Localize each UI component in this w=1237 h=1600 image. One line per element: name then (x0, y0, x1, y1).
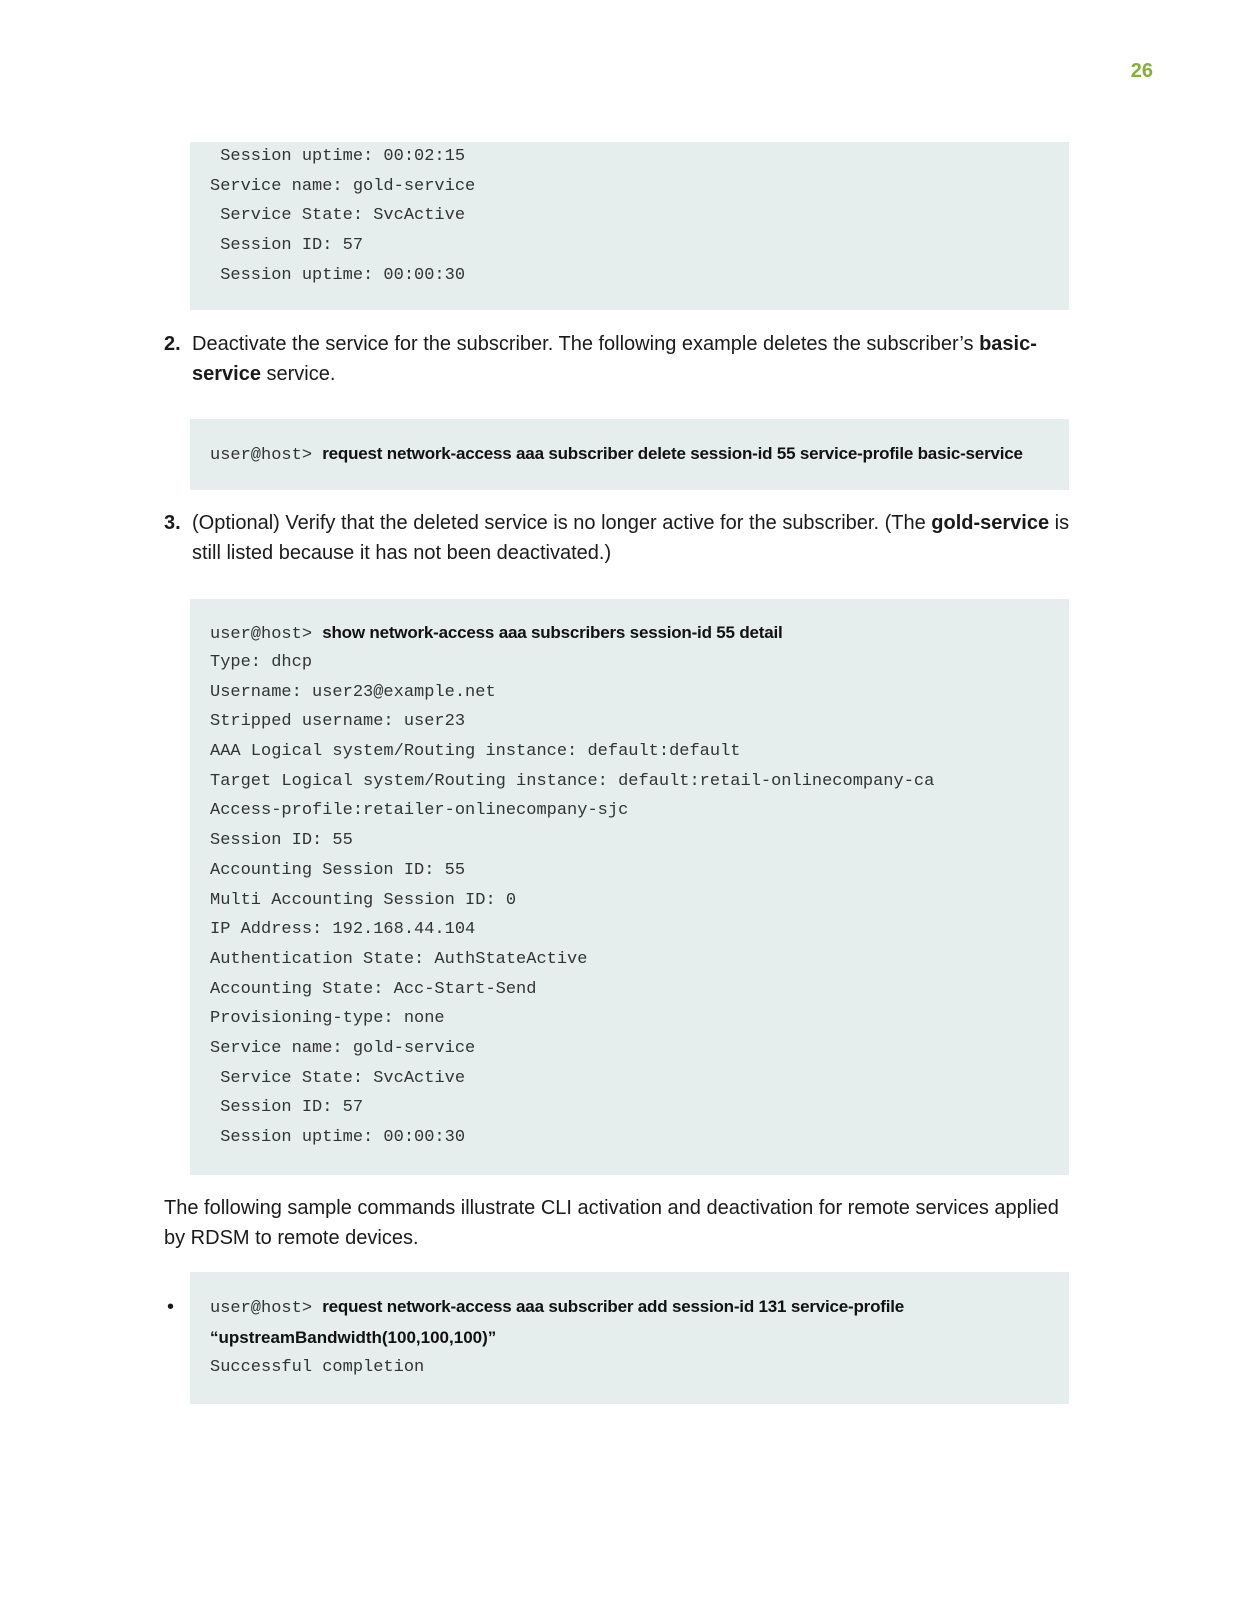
cli-prompt: user@host> (210, 446, 313, 465)
step-text-part: service. (260, 362, 336, 385)
code-line: Type: dhcp (210, 653, 313, 672)
cli-command-continuation: “upstreamBandwidth(100,100,100)” (210, 1328, 497, 1347)
page-number: 26 (1130, 60, 1153, 82)
code-line: Service State: SvcActive (210, 206, 466, 226)
code-line: IP Address: 192.168.44.104 (210, 920, 476, 940)
step-text (192, 509, 1074, 568)
code-line: Authentication State: AuthStateActive (210, 949, 588, 969)
step-2 (164, 330, 1074, 389)
step-number: 2. (164, 333, 181, 355)
code-line: Service name: gold-service (210, 1038, 476, 1058)
code-line: Service State: SvcActive (210, 1068, 466, 1088)
code-line: Access-profile:retailer-onlinecompany-sjc (210, 801, 629, 821)
code-block-add-service (190, 1272, 1069, 1404)
step-text-part: (Optional) Verify that the deleted service is no longer active for the subscriber. (The (192, 512, 932, 534)
step-text-bold: gold-service (931, 512, 1050, 534)
bullet-marker: • (167, 1296, 175, 1318)
cli-prompt: user@host> (210, 625, 313, 644)
code-block-show-subscriber (190, 599, 1069, 1175)
code-line: Multi Accounting Session ID: 0 (210, 890, 517, 910)
step-text-part: Deactivate the service for the subscriber. The following example deletes the subscriber’s (192, 333, 980, 355)
code-block-session-info (190, 142, 1069, 310)
step-text-bold: basic-service (192, 333, 1037, 385)
code-line: Session uptime: 00:00:30 (210, 265, 466, 285)
step-text-part: is still listed because it has not been deactivated.) (192, 512, 1070, 564)
code-line: Session ID: 57 (210, 1098, 364, 1118)
code-line: Stripped username: user23 (210, 712, 466, 732)
step-text (192, 330, 1074, 389)
cli-command: request network-access aaa subscriber delete session-id 55 service-profile basic-service (322, 444, 1023, 463)
code-line: AAA Logical system/Routing instance: default:default (210, 742, 741, 762)
code-line: Session ID: 57 (210, 236, 364, 256)
step-number: 3. (164, 512, 181, 534)
cli-prompt: user@host> (210, 1299, 313, 1318)
code-line: Session uptime: 00:00:30 (210, 1128, 466, 1147)
cli-command: request network-access aaa subscriber add session-id 131 service-profile (322, 1297, 905, 1316)
code-line: Service name: gold-service (210, 176, 476, 196)
cli-command: show network-access aaa subscribers session-id 55 detail (322, 623, 783, 642)
code-line: Accounting Session ID: 55 (210, 860, 466, 880)
code-block-delete-command (190, 419, 1069, 490)
command-line (210, 618, 1049, 648)
command-line (210, 438, 1049, 469)
code-line: Session ID: 55 (210, 831, 353, 851)
body-paragraph: The following sample commands illustrate CLI activation and deactivation for remote services applied by RDSM to remote devices. (164, 1197, 1059, 1249)
command-line (210, 1291, 1049, 1322)
code-line: Accounting State: Acc-Start-Send (210, 979, 537, 999)
code-line: Username: user23@example.net (210, 682, 496, 702)
step-3 (164, 509, 1074, 568)
code-line: Provisioning-type: none (210, 1009, 445, 1029)
code-line: Target Logical system/Routing instance: default:retail-onlinecompany-ca (210, 771, 935, 791)
code-line-output: Successful completion (210, 1358, 425, 1377)
code-line: Session uptime: 00:02:15 (210, 147, 466, 166)
